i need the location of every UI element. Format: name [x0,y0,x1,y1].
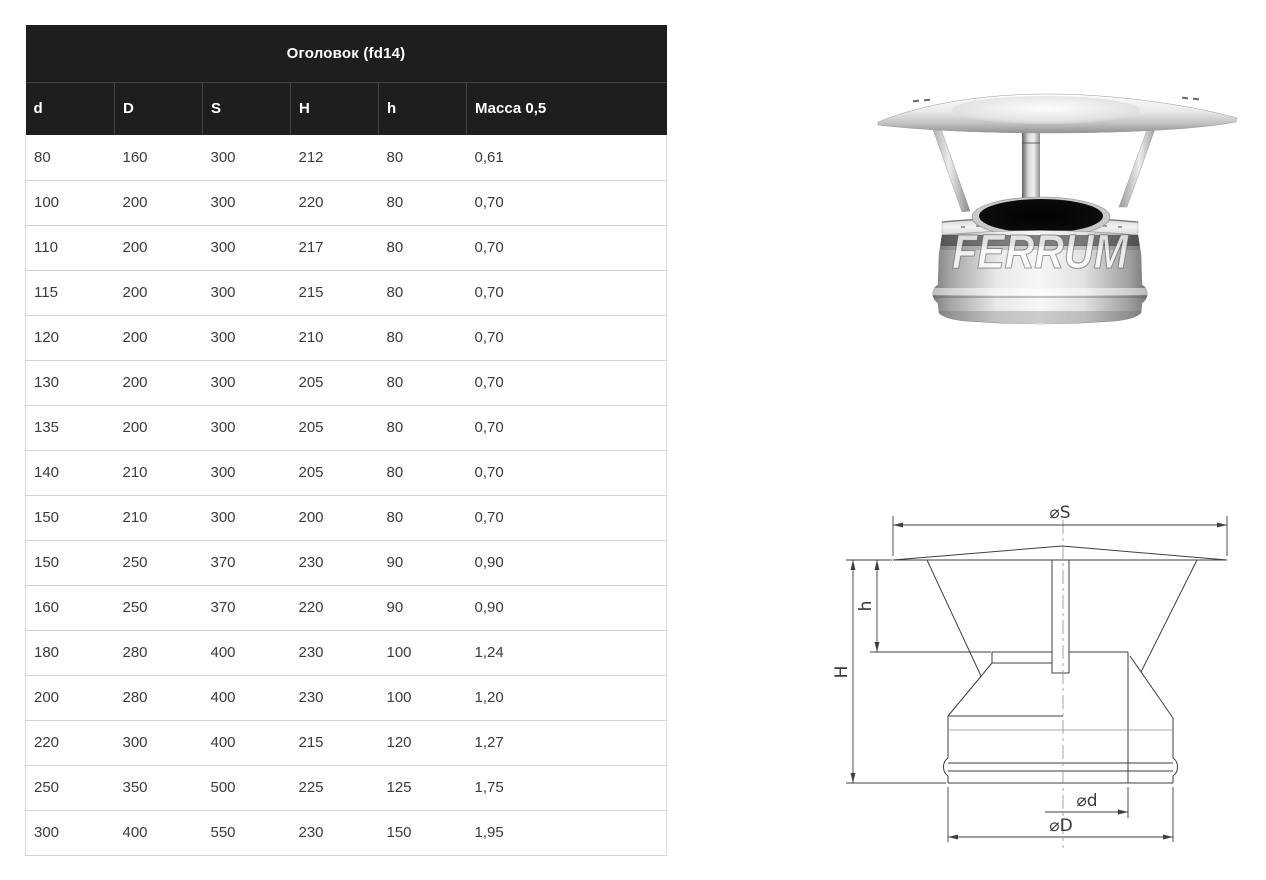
table-cell: 80 [379,135,467,180]
photo-cap [878,94,1237,133]
table-row [26,495,667,540]
table-cell: 250 [26,765,115,810]
table-cell: 220 [291,180,379,225]
table-cell: 400 [203,675,291,720]
label-inner-diameter: ⌀d [1076,791,1098,811]
table-cell: 225 [291,765,379,810]
table-cell: 150 [379,810,467,855]
table-cell: 210 [115,450,203,495]
technical-drawing [825,480,1255,880]
table-cell: 205 [291,360,379,405]
table-row [26,315,667,360]
table-row [26,360,667,405]
table-row [26,135,667,180]
table-row [26,405,667,450]
table-cell: 300 [203,495,291,540]
table-cell: 90 [379,540,467,585]
table-cell: 150 [26,540,115,585]
label-outer-diameter: ⌀D [1049,816,1073,836]
table-row [26,225,667,270]
table-row [26,675,667,720]
col-header-S: S [203,82,291,135]
label-cone-height: h [856,600,876,612]
table-row [26,180,667,225]
table-cell: 300 [115,720,203,765]
table-cell: 0,61 [467,135,667,180]
table-row [26,540,667,585]
table-cell: 300 [203,405,291,450]
table-cell: 0,70 [467,450,667,495]
table-cell: 0,70 [467,180,667,225]
table-cell: 250 [115,585,203,630]
table-cell: 0,90 [467,540,667,585]
table-cell: 80 [26,135,115,180]
table-cell: 125 [379,765,467,810]
table-cell: 200 [115,225,203,270]
col-header-h: h [379,82,467,135]
table-cell: 100 [379,675,467,720]
table-cell: 300 [203,180,291,225]
table-cell: 300 [203,225,291,270]
table-cell: 80 [379,180,467,225]
table-cell: 200 [26,675,115,720]
table-row [26,810,667,855]
table-cell: 120 [379,720,467,765]
table-cell: 370 [203,540,291,585]
table-cell: 0,70 [467,225,667,270]
table-cell: 1,75 [467,765,667,810]
table-cell: 300 [203,270,291,315]
table-cell: 400 [203,630,291,675]
drawing-dimension-lines [846,516,1227,842]
table-cell: 200 [115,180,203,225]
table-cell: 130 [26,360,115,405]
table-cell: 80 [379,450,467,495]
table-cell: 217 [291,225,379,270]
label-cap-diameter: ⌀S [1049,503,1071,523]
table-cell: 400 [203,720,291,765]
table-cell: 220 [26,720,115,765]
table-cell: 205 [291,405,379,450]
table-cell: 0,70 [467,495,667,540]
col-header-d: d [26,82,115,135]
table-cell: 0,70 [467,405,667,450]
table-cell: 200 [115,315,203,360]
table-cell: 90 [379,585,467,630]
table-cell: 230 [291,810,379,855]
label-total-height: H [832,665,852,679]
table-cell: 0,70 [467,360,667,405]
table-cell: 115 [26,270,115,315]
table-cell: 0,90 [467,585,667,630]
product-photo [865,85,1245,335]
table-cell: 550 [203,810,291,855]
table-cell: 1,24 [467,630,667,675]
table-cell: 205 [291,450,379,495]
table-cell: 300 [203,360,291,405]
table-cell: 212 [291,135,379,180]
spec-table-body [26,135,667,855]
table-cell: 400 [115,810,203,855]
table-row [26,630,667,675]
drawing-arrowheads [851,523,1228,840]
table-cell: 220 [291,585,379,630]
table-cell: 80 [379,405,467,450]
table-cell: 1,20 [467,675,667,720]
table-cell: 280 [115,675,203,720]
table-cell: 0,70 [467,315,667,360]
table-cell: 80 [379,495,467,540]
table-cell: 300 [203,315,291,360]
table-cell: 120 [26,315,115,360]
table-cell: 1,95 [467,810,667,855]
table-cell: 80 [379,360,467,405]
table-cell: 200 [115,405,203,450]
table-cell: 160 [115,135,203,180]
table-cell: 110 [26,225,115,270]
table-cell: 150 [26,495,115,540]
table-cell: 80 [379,315,467,360]
table-cell: 0,70 [467,270,667,315]
table-cell: 100 [26,180,115,225]
spec-table [25,25,667,856]
photo-watermark: FERRUM [952,226,1129,279]
table-cell: 180 [26,630,115,675]
table-row [26,270,667,315]
table-cell: 210 [291,315,379,360]
col-header-D: D [115,82,203,135]
table-cell: 300 [26,810,115,855]
table-cell: 250 [115,540,203,585]
table-cell: 80 [379,270,467,315]
table-cell: 160 [26,585,115,630]
drawing-geometry [893,546,1227,783]
table-cell: 300 [203,450,291,495]
table-cell: 230 [291,630,379,675]
col-header-H: H [291,82,379,135]
table-row [26,720,667,765]
table-cell: 100 [379,630,467,675]
table-cell: 230 [291,675,379,720]
table-cell: 80 [379,225,467,270]
table-cell: 300 [203,135,291,180]
table-cell: 230 [291,540,379,585]
table-cell: 215 [291,720,379,765]
photo-drum [925,226,1185,324]
table-title: Оголовок (fd14) [26,25,667,82]
table-cell: 350 [115,765,203,810]
table-title-row [26,25,667,82]
table-row [26,450,667,495]
table-cell: 200 [115,360,203,405]
table-cell: 215 [291,270,379,315]
table-cell: 1,27 [467,720,667,765]
table-cell: 500 [203,765,291,810]
table-cell: 200 [291,495,379,540]
table-cell: 200 [115,270,203,315]
table-cell: 210 [115,495,203,540]
table-cell: 140 [26,450,115,495]
table-cell: 370 [203,585,291,630]
table-row [26,585,667,630]
table-header-row [26,82,667,135]
table-cell: 280 [115,630,203,675]
table-row [26,765,667,810]
table-cell: 135 [26,405,115,450]
col-header-massa: Масса 0,5 [467,82,667,135]
